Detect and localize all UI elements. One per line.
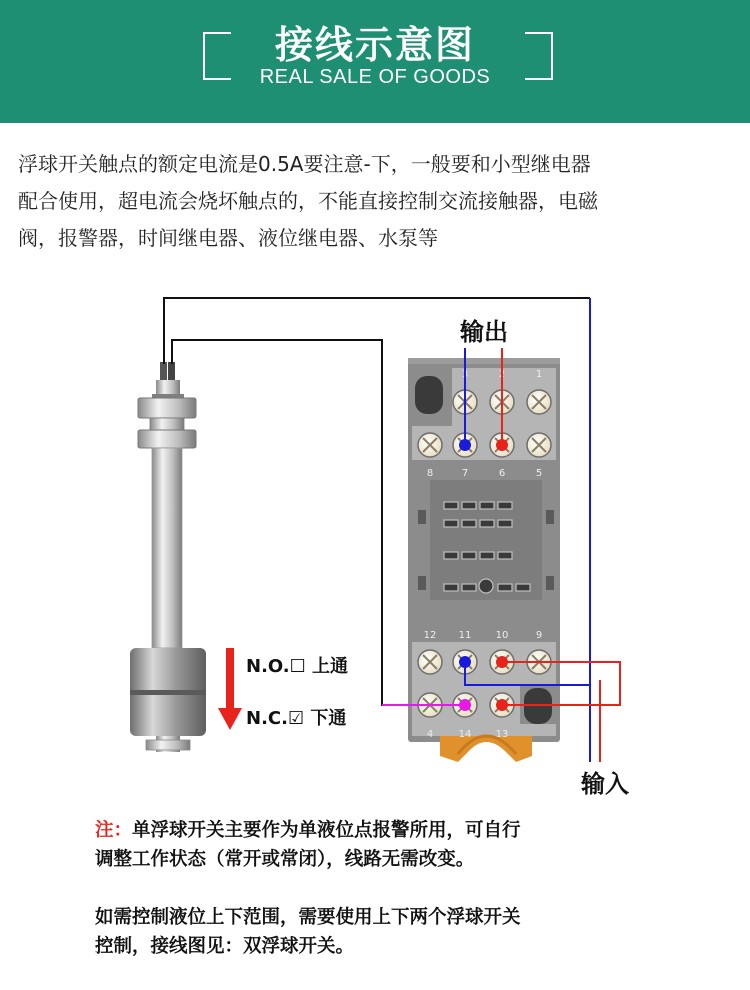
socket-mount-hole	[415, 376, 443, 414]
terminal-number: 4	[426, 729, 434, 740]
connection-dot	[459, 439, 471, 451]
note-line: 调整工作状态（常开或常闭），线路无需改变。	[95, 849, 475, 870]
terminal-number: 8	[426, 468, 434, 479]
banner-title: 接线示意图	[274, 23, 475, 67]
intro-line: 浮球开关触点的额定电流是0.5A要注意-下，一般要和小型继电器	[18, 152, 591, 176]
direction-arrow-icon	[218, 648, 242, 730]
screw-terminal-8	[418, 433, 442, 457]
black-wire-to-terminal	[172, 340, 415, 705]
normally-closed-label: N.C.☑ 下通	[246, 708, 347, 729]
connection-dot	[459, 699, 471, 711]
terminal-number: 7	[461, 468, 469, 479]
terminal-number: 2	[498, 369, 506, 380]
terminal-number: 12	[423, 630, 437, 641]
input-label: 输入	[581, 770, 629, 798]
wiring-diagram	[0, 280, 750, 800]
connection-dot	[459, 656, 471, 668]
terminal-number: 6	[498, 468, 506, 479]
banner-subtitle: REAL SALE OF GOODS	[259, 66, 491, 88]
wiring-diagram-svg	[0, 280, 750, 800]
screw-terminal-12	[418, 650, 442, 674]
terminal-number: 3	[461, 369, 469, 380]
intro-paragraph	[18, 146, 736, 257]
black-wire-to-input	[164, 298, 590, 364]
terminal-number: 9	[535, 630, 543, 641]
terminal-number: 5	[535, 468, 543, 479]
note-line: 如需控制液位上下范围，需要使用上下两个浮球开关	[95, 907, 521, 928]
terminal-number: 14	[458, 729, 472, 740]
terminal-number: 13	[495, 729, 509, 740]
note-line	[95, 816, 655, 845]
terminal-number: 1	[535, 369, 543, 380]
intro-line: 配合使用，超电流会烧坏触点的，不能直接控制交流接触器，电磁	[18, 189, 598, 213]
intro-line: 阀，报警器，时间继电器、液位继电器、水泵等	[18, 226, 438, 250]
connection-dot	[496, 656, 508, 668]
socket-retaining-clip	[440, 736, 532, 762]
note-block	[95, 816, 655, 961]
output-label: 输出	[460, 318, 508, 346]
note-spacer	[95, 874, 655, 903]
terminal-number: 11	[458, 630, 472, 641]
note-text: 单浮球开关主要作为单液位点报警所用，可自行	[132, 820, 521, 841]
title-banner	[0, 0, 750, 123]
screw-terminal-5	[527, 433, 551, 457]
connection-dot	[496, 699, 508, 711]
terminal-number: 10	[495, 630, 509, 641]
note-label: 注：	[95, 820, 133, 841]
normally-open-label: N.O.☐ 上通	[246, 656, 349, 677]
note-line: 控制，接线图见：双浮球开关。	[95, 936, 355, 957]
float-switch	[130, 362, 206, 752]
connection-dot	[496, 439, 508, 451]
screw-terminal-1	[527, 390, 551, 414]
